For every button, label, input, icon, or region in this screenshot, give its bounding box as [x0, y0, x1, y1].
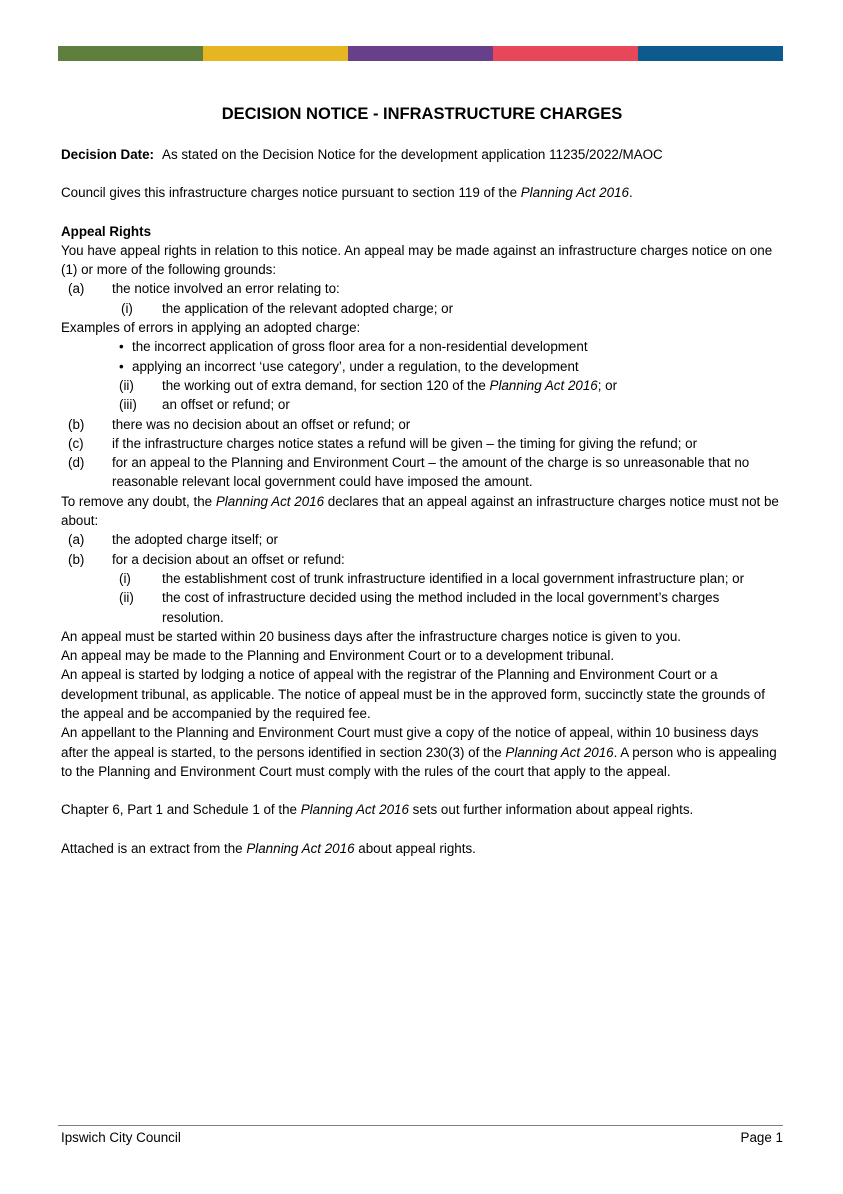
- list-item: [61, 550, 783, 569]
- list-marker: (b): [68, 551, 85, 567]
- list-text: the incorrect application of gross floor area for a non-residential development: [132, 339, 588, 355]
- bullet-marker: •: [119, 339, 124, 355]
- list-item: [61, 357, 783, 376]
- appeal-copy-paragraph: [61, 723, 783, 781]
- list-marker: (a): [68, 532, 85, 548]
- list-marker: (b): [68, 416, 85, 432]
- attached-paragraph: [61, 839, 783, 858]
- list-item: [61, 588, 783, 627]
- appeal-timing-paragraph: An appeal must be started within 20 business days after the infrastructure charges notice is given to you.: [61, 628, 682, 644]
- list-item: [61, 415, 783, 434]
- paragraph-text: Chapter 6, Part 1 and Schedule 1 of the: [61, 802, 301, 818]
- footer-organisation: Ipswich City Council: [61, 1130, 181, 1145]
- list-text: an offset or refund; or: [162, 397, 290, 413]
- list-item: [61, 376, 783, 395]
- remove-doubt-paragraph: [61, 492, 783, 531]
- list-item: [61, 299, 783, 318]
- act-name: Planning Act 2016: [489, 377, 598, 393]
- chapter-paragraph: [61, 800, 783, 819]
- list-text-part: the working out of extra demand, for section 120 of the: [162, 377, 490, 393]
- list-item: [61, 395, 783, 414]
- list-text: the establishment cost of trunk infrastructure identified in a local government infrastructure plan; or: [162, 570, 745, 586]
- document-body: [61, 103, 783, 858]
- list-item: [61, 569, 783, 588]
- list-marker: (c): [68, 435, 84, 451]
- list-text: there was no decision about an offset or refund; or: [112, 416, 411, 432]
- list-item: [61, 434, 783, 453]
- list-text: [162, 376, 783, 395]
- act-name: Planning Act 2016: [300, 802, 409, 818]
- paragraph-text: declares that an appeal against an infrastructure charges notice must not be about:: [61, 493, 779, 529]
- decision-date: [61, 145, 783, 164]
- color-segment-green: [58, 46, 203, 61]
- appeal-paragraph: You have appeal rights in relation to this notice. An appeal may be made against an infrastructure charges notice on one (1) or more of the following grounds:: [61, 242, 773, 278]
- color-segment-blue: [638, 46, 783, 61]
- intro-end: .: [628, 185, 633, 201]
- color-segment-purple: [348, 46, 493, 61]
- act-name: Planning Act 2016: [520, 185, 629, 201]
- list-item: [61, 453, 783, 492]
- paragraph-text: about appeal rights.: [354, 840, 476, 856]
- list-marker: (iii): [119, 397, 137, 413]
- list-text: the cost of infrastructure decided using the method included in the local government’s charges resolution.: [162, 590, 720, 625]
- section-heading: Appeal Rights: [61, 223, 152, 239]
- list-item: [61, 279, 783, 298]
- list-marker: (ii): [119, 377, 134, 393]
- paragraph-text: sets out further information about appeal rights.: [408, 802, 694, 818]
- decision-date-label: Decision Date:: [61, 147, 155, 162]
- header-color-bar: [58, 46, 783, 61]
- act-name: Planning Act 2016: [246, 840, 355, 856]
- color-segment-red: [493, 46, 638, 61]
- appeal-lodging-paragraph: An appeal is started by lodging a notice of appeal with the registrar of the Planning and Environment Court or a development tribunal, as applicable. The notice of appeal must be in the approved form, succinctly state the grounds of the appeal and be accompanied by the required fee.: [61, 667, 765, 722]
- list-marker: (i): [121, 300, 133, 316]
- paragraph-text: . A person who is appealing to the Planning and Environment Court must comply with the rules of the court that apply to the appeal.: [61, 744, 777, 779]
- examples-intro: Examples of errors in applying an adopted charge:: [61, 320, 361, 336]
- decision-date-value: As stated on the Decision Notice for the development application 11235/2022/MAOC: [162, 147, 663, 162]
- footer-page-number: Page 1: [740, 1130, 783, 1145]
- list-text: the application of the relevant adopted charge; or: [162, 300, 454, 316]
- list-text: if the infrastructure charges notice states a refund will be given – the timing for giving the refund; or: [112, 435, 698, 451]
- list-text: applying an incorrect ‘use category’, under a regulation, to the development: [132, 358, 579, 374]
- list-marker: (i): [119, 570, 131, 586]
- appeal-venue-paragraph: An appeal may be made to the Planning and Environment Court or to a development tribunal.: [61, 648, 615, 664]
- list-item: [61, 337, 783, 356]
- list-marker: (ii): [119, 590, 134, 606]
- list-marker: (d): [68, 455, 85, 471]
- intro-text: Council gives this infrastructure charges notice pursuant to section 119 of the: [61, 185, 521, 201]
- list-text: the notice involved an error relating to:: [112, 281, 340, 297]
- footer-divider: [58, 1125, 783, 1126]
- page-title: DECISION NOTICE - INFRASTRUCTURE CHARGES: [221, 105, 623, 123]
- act-name: Planning Act 2016: [505, 744, 614, 760]
- paragraph-text: Attached is an extract from the: [61, 840, 247, 856]
- paragraph-text: An appellant to the Planning and Environment Court must give a copy of the notice of appeal, within 10 business days after the appeal is started, to the persons identified in section 230(3) of the: [61, 725, 759, 760]
- list-marker: (a): [68, 281, 85, 297]
- paragraph-text: To remove any doubt, the: [61, 493, 216, 509]
- intro-paragraph: [61, 183, 783, 202]
- list-item: [61, 530, 783, 549]
- list-text: for a decision about an offset or refund:: [112, 551, 345, 567]
- act-name: Planning Act 2016: [215, 493, 325, 509]
- list-text: the adopted charge itself; or: [112, 532, 279, 548]
- color-segment-yellow: [203, 46, 348, 61]
- bullet-marker: •: [119, 358, 124, 374]
- list-text: for an appeal to the Planning and Environment Court – the amount of the charge is so unreasonable that no reasonable relevant local government could have imposed the amount.: [112, 455, 750, 490]
- list-text-part: ; or: [597, 377, 618, 393]
